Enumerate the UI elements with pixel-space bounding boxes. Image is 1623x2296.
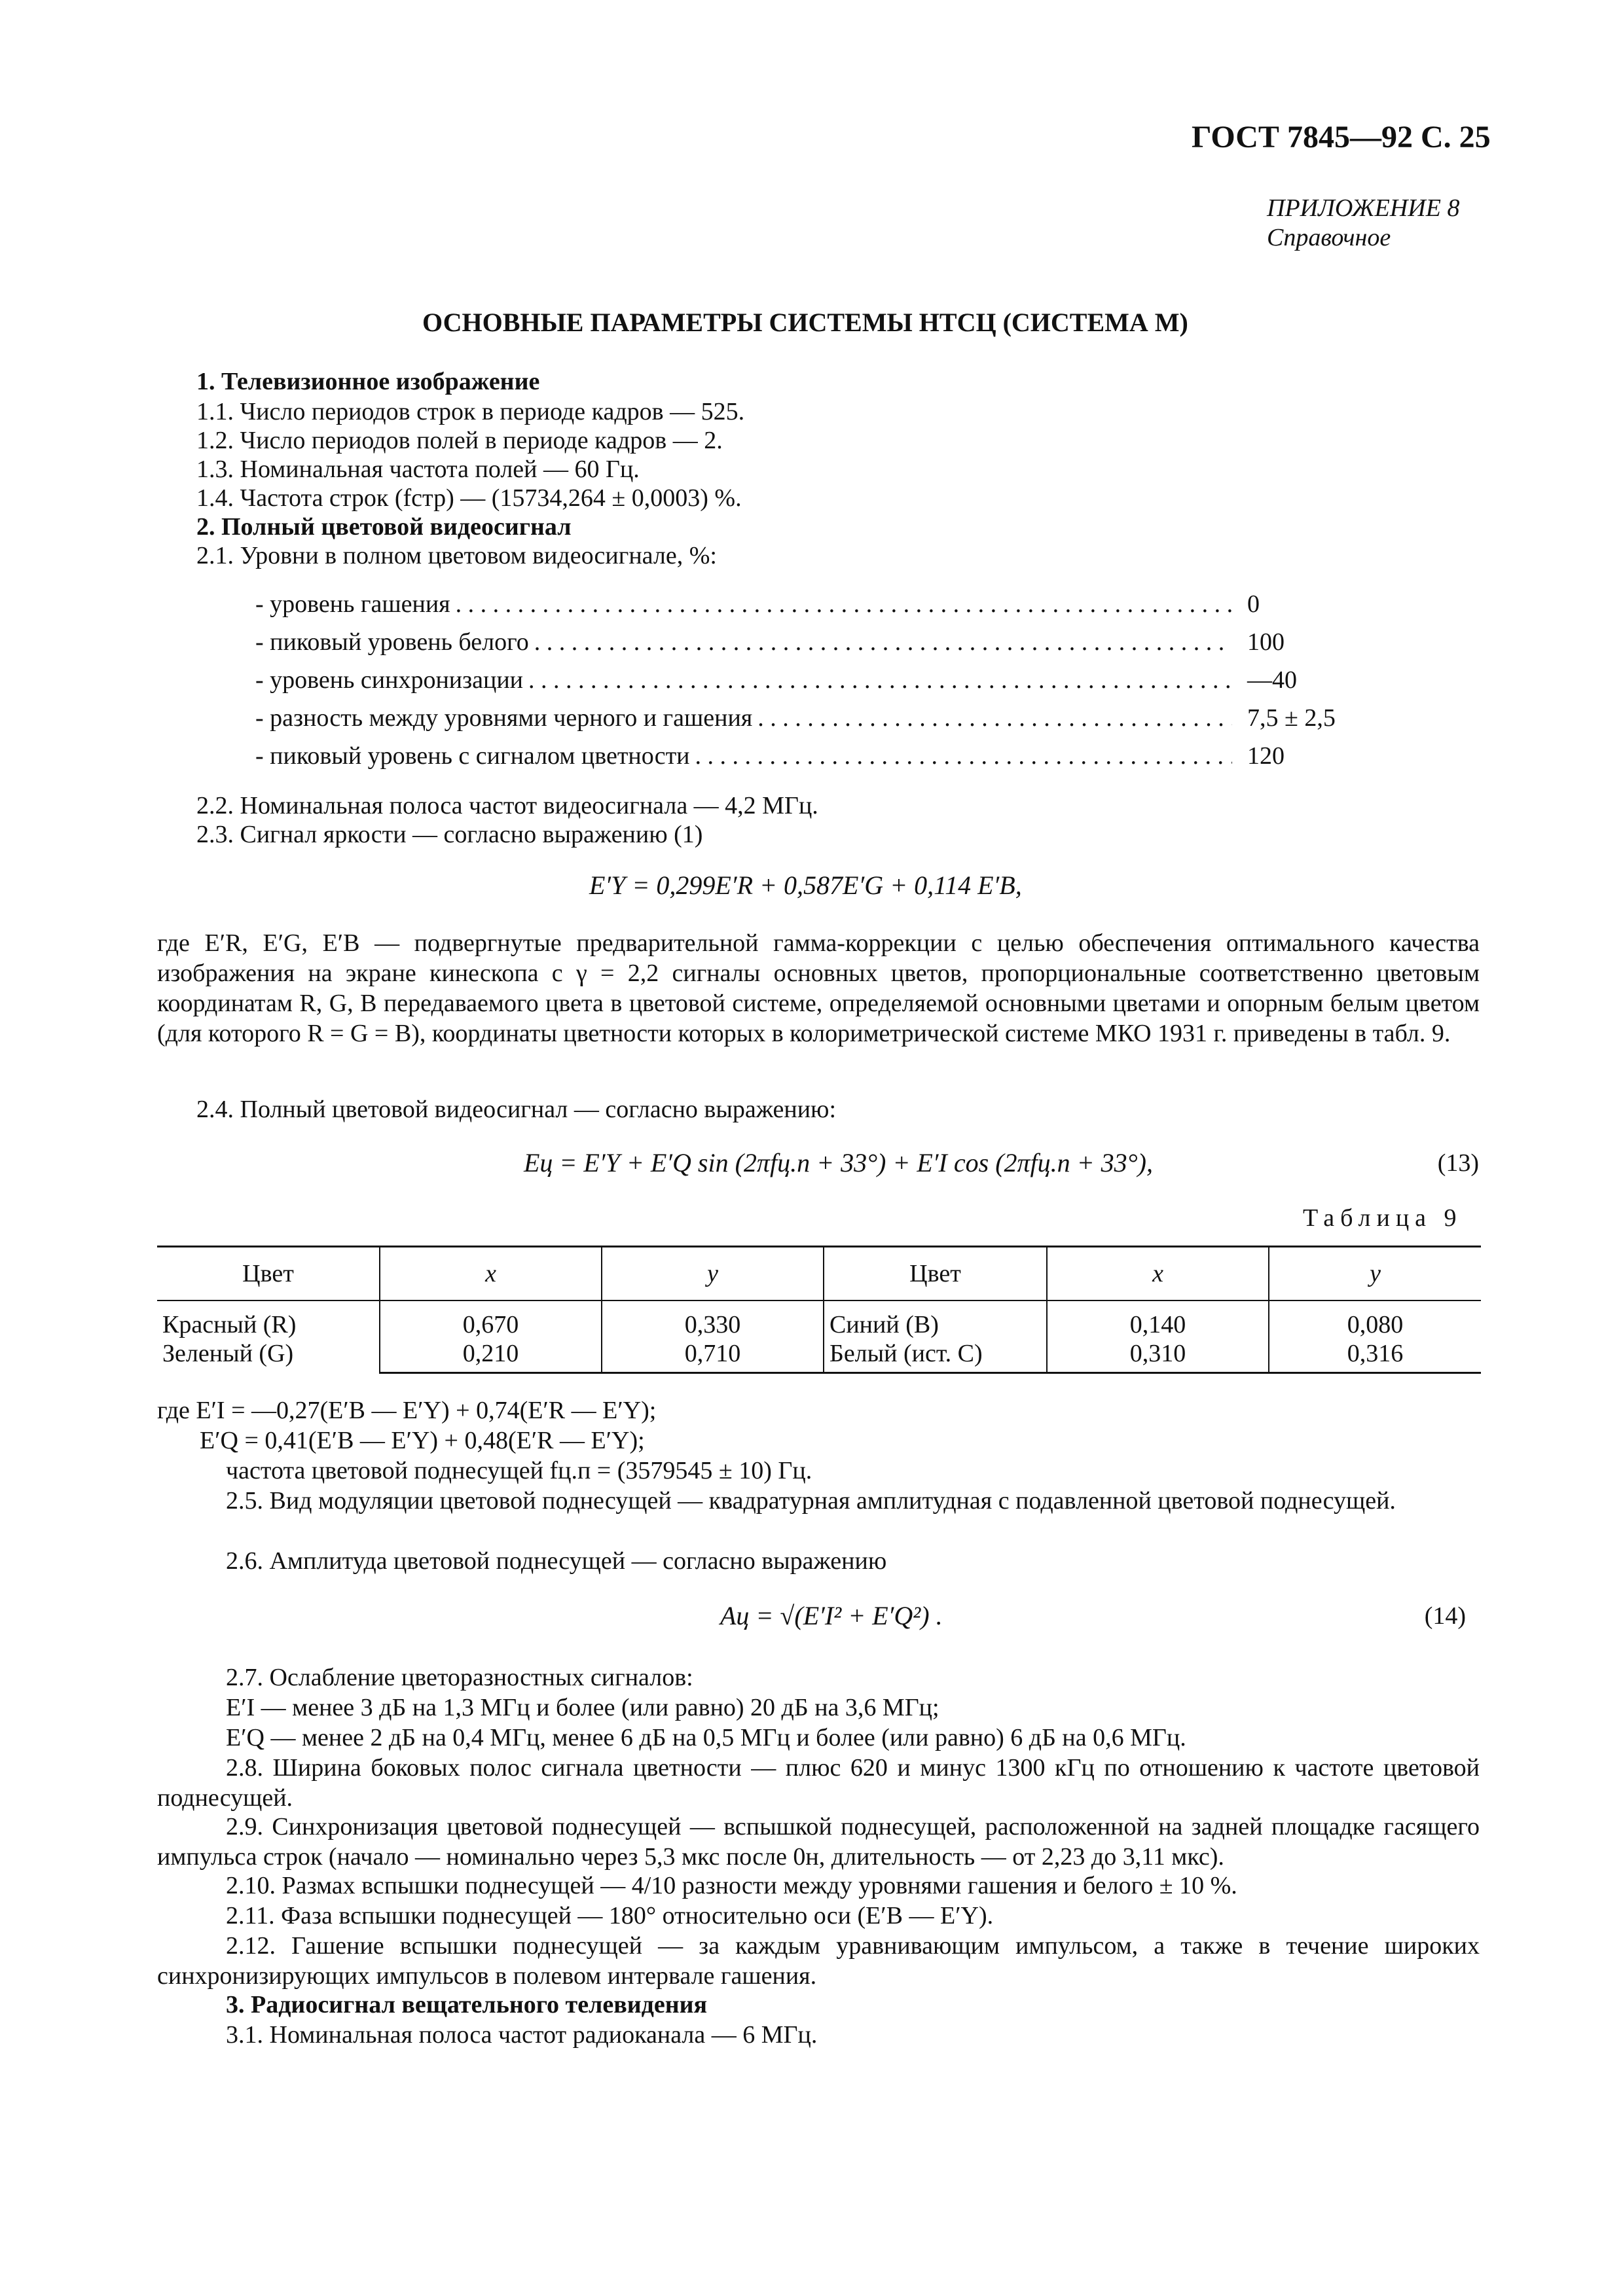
table-cell-value: 0,710 (684, 1340, 741, 1367)
level-value: 120 (1247, 742, 1285, 770)
table-header: Цвет (824, 1247, 1047, 1301)
item-1-2: 1.2. Число периодов полей в периоде кадров — 2. (196, 427, 723, 454)
level-value: 7,5 ± 2,5 (1247, 704, 1336, 732)
document-title: ОСНОВНЫЕ ПАРАМЕТРЫ СИСТЕМЫ НТСЦ (СИСТЕМА М) (422, 308, 1188, 337)
table-9 (157, 1246, 1481, 1374)
level-row (255, 589, 1237, 619)
item-1-4: 1.4. Частота строк (fстр) — (15734,264 ± 0,0003) %. (196, 484, 742, 512)
table-header: Цвет (157, 1247, 380, 1301)
table-cell-value: 0,210 (462, 1340, 519, 1367)
table-cell-value: Зеленый (G) (162, 1340, 294, 1367)
table-9-caption: Таблица 9 (1303, 1204, 1463, 1232)
table-cell (380, 1300, 602, 1373)
level-label: - пиковый уровень с сигналом цветности (255, 742, 690, 770)
where-q: E′Q = 0,41(E′B — E′Y) + 0,48(E′R — E′Y); (200, 1427, 645, 1454)
table-cell (824, 1300, 1047, 1373)
table-cell-value: 0,316 (1347, 1340, 1404, 1367)
table-header: y (1269, 1247, 1481, 1301)
section-2-heading: 2. Полный цветовой видеосигнал (196, 513, 572, 541)
table-header-row (157, 1247, 1481, 1301)
level-value: 0 (1247, 590, 1260, 618)
table-cell-value: 0,140 (1129, 1311, 1186, 1338)
equation-number-13: (13) (1437, 1149, 1479, 1177)
table-cell-value: Синий (B) (830, 1311, 939, 1338)
table-cell-value: Красный (R) (162, 1311, 297, 1338)
item-2-2: 2.2. Номинальная полоса частот видеосигнала — 4,2 МГц. (196, 792, 818, 819)
item-2-7: 2.7. Ослабление цветоразностных сигналов: (226, 1664, 693, 1691)
level-value: 100 (1247, 628, 1285, 656)
formula-full-signal: Eц = E′Y + E′Q sin (2πfц.п + 33°) + E′I cos (2πfц.п + 33°), (524, 1148, 1153, 1177)
item-2-12: 2.12. Гашение вспышки поднесущей — за каждым уравнивающим импульсом, а также в течение широких синхронизирующих импульсов в полевом интервале гашения. (157, 1932, 1480, 1990)
item-2-7-q: E′Q — менее 2 дБ на 0,4 МГц, менее 6 дБ на 0,5 МГц и более (или равно) 6 дБ на 0,6 МГц. (226, 1724, 1186, 1751)
table-cell (602, 1300, 824, 1373)
item-2-10: 2.10. Размах вспышки поднесущей — 4/10 разности между уровнями гашения и белого ± 10 %. (226, 1872, 1237, 1899)
section-1-heading: 1. Телевизионное изображение (196, 368, 540, 395)
level-label: - пиковый уровень белого (255, 628, 529, 656)
level-row (255, 665, 1237, 695)
table-row (157, 1300, 1481, 1373)
item-2-4: 2.4. Полный цветовой видеосигнал — согласно выражению: (196, 1096, 836, 1123)
table-cell-value: 0,670 (462, 1311, 519, 1338)
item-2-7-i: E′I — менее 3 дБ на 1,3 МГц и более (или равно) 20 дБ на 3,6 МГц; (226, 1694, 939, 1721)
table-cell (1047, 1300, 1269, 1373)
table-cell-value: 0,330 (684, 1311, 741, 1338)
table-header: y (602, 1247, 824, 1301)
appendix-label: ПРИЛОЖЕНИЕ 8 (1267, 194, 1460, 222)
table-cell-value: Белый (ист. C) (830, 1340, 983, 1367)
item-2-1: 2.1. Уровни в полном цветовом видеосигнале, %: (196, 542, 717, 569)
table-cell (1269, 1300, 1481, 1373)
level-row (255, 741, 1237, 771)
table-cell-value: 0,080 (1347, 1311, 1404, 1338)
where-paragraph: где E′R, E′G, E′B — подвергнутые предварительной гамма-коррекции с целью обеспечения оптимального качества изображения на экране кинескопа с γ = 2,2 сигналы основных цветов, пропорциональные соответственно цветовым координатам R, G, B передаваемого цвета в цветовой системе, определяемой основными цветами и опорным белым цветом (для которого R = G = B), координаты цветности которых в колориметрической системе МКО 1931 г. приведены в табл. 9. (157, 929, 1480, 1047)
level-value: —40 (1247, 666, 1297, 694)
item-2-9: 2.9. Синхронизация цветовой поднесущей — вспышкой поднесущей, расположенной на задней площадке гасящего импульса строк (начало — номинально через 5,3 мкс после 0н, длительность — от 2,23 до 3,11 мкс). (157, 1813, 1480, 1871)
level-label: - уровень гашения (255, 590, 450, 618)
item-2-5: 2.5. Вид модуляции цветовой поднесущей — квадратурная амплитудная с подавленной цветовой поднесущей. (226, 1487, 1396, 1515)
level-row (255, 703, 1237, 733)
table-cell (157, 1300, 380, 1373)
table-header: x (1047, 1247, 1269, 1301)
item-1-3: 1.3. Номинальная частота полей — 60 Гц. (196, 456, 640, 483)
formula-amplitude: Aц = √(E′I² + E′Q²) . (720, 1601, 943, 1630)
level-label: - уровень синхронизации (255, 666, 524, 694)
level-label: - разность между уровнями черного и гашения (255, 704, 753, 732)
where-i: где E′I = —0,27(E′B — E′Y) + 0,74(E′R — E′Y); (157, 1397, 657, 1424)
item-2-11: 2.11. Фаза вспышки поднесущей — 180° относительно оси (E′B — E′Y). (226, 1902, 994, 1929)
formula-luma: E′Y = 0,299E′R + 0,587E′G + 0,114 E′B, (589, 870, 1022, 900)
appendix-type: Справочное (1267, 224, 1391, 251)
item-1-1: 1.1. Число периодов строк в периоде кадров — 525. (196, 398, 745, 425)
level-row (255, 627, 1237, 657)
section-3-heading: 3. Радиосигнал вещательного телевидения (226, 1991, 708, 2018)
item-3-1: 3.1. Номинальная полоса частот радиоканала — 6 МГц. (226, 2021, 818, 2049)
item-2-6: 2.6. Амплитуда цветовой поднесущей — согласно выражению (226, 1547, 887, 1575)
equation-number-14: (14) (1424, 1602, 1466, 1630)
table-header: x (380, 1247, 602, 1301)
table-cell-value: 0,310 (1129, 1340, 1186, 1367)
item-2-8: 2.8. Ширина боковых полос сигнала цветности — плюс 620 и минус 1300 кГц по отношению к частоте цветовой поднесущей. (157, 1754, 1480, 1812)
subcarrier-frequency: частота цветовой поднесущей fц.п = (3579545 ± 10) Гц. (226, 1457, 812, 1484)
gost-page-ref: ГОСТ 7845—92 С. 25 (1192, 120, 1491, 154)
item-2-3: 2.3. Сигнал яркости — согласно выражению (1) (196, 821, 703, 848)
